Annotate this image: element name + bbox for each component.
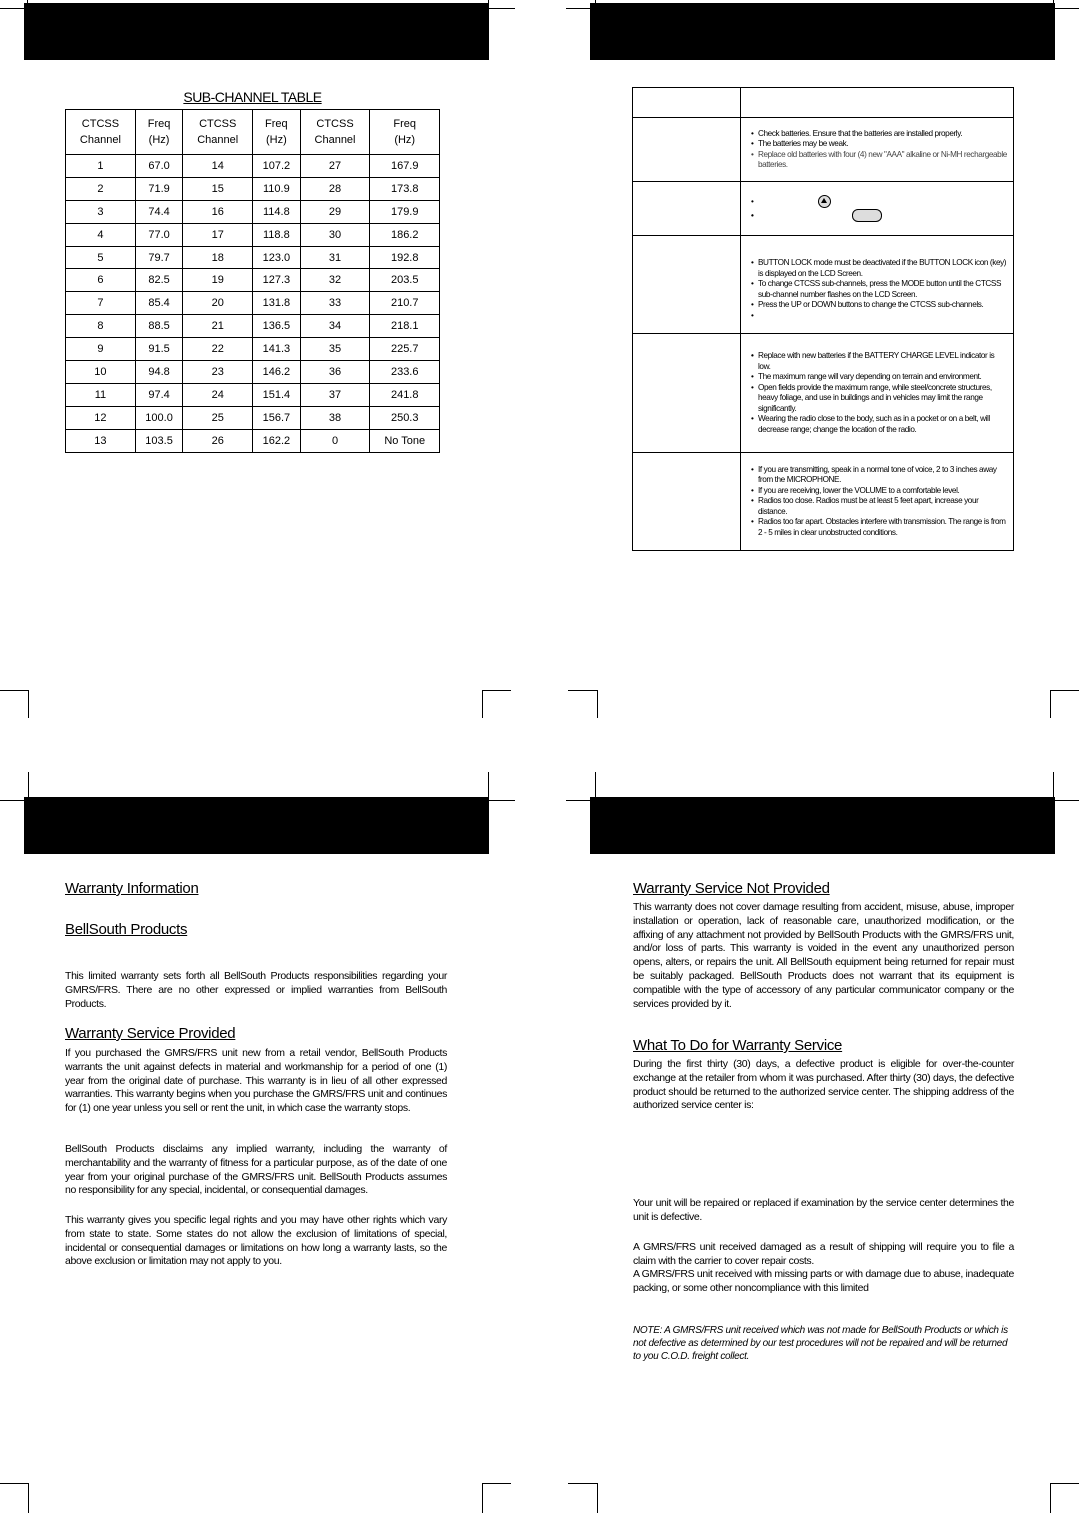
warranty-provided-paragraph-3: This warranty gives you specific legal rights and you may have other rights which vary from state to state. Some states do not allow the exclusion of limitations of special, incidental or consequential damages or limitations on how long a warranty lasts, so the above exclusion or limitation may not apply to you. [65,1214,447,1268]
ctcss-channel-cell: 34 [300,315,370,338]
frequency-cell: 107.2 [253,155,300,178]
ctcss-channel-cell: 4 [66,223,136,246]
frequency-cell: 156.7 [253,406,300,429]
troubleshooting-header-row [633,88,1014,118]
frequency-cell: 151.4 [253,383,300,406]
troubleshooting-bullet: • To change CTCSS sub-channels, press the MODE button until the CTCSS sub-channel number flashes on the LCD Screen. [751,279,1007,300]
ctcss-channel-cell: 24 [183,383,253,406]
table-row [66,155,440,178]
missing-parts-paragraph: A GMRS/FRS unit received with missing parts or with damage due to abuse, inadequate packing, or some other noncompliance with this limited [633,1268,1014,1294]
bellsouth-products-title: BellSouth Products [65,921,188,938]
frequency-cell: 114.8 [253,200,300,223]
ctcss-channel-cell: 1 [66,155,136,178]
table-row [66,406,440,429]
table-row [66,429,440,452]
pill-button-icon [852,209,882,222]
warranty-not-provided-paragraph: This warranty does not cover damage resulting from accident, misuse, abuse, improper installation or operation, lack of reasonable care, unauthorized modification, or the affixing of any attachment not provided by BellSouth Products with the GMRS/FRS unit, and/or loss of parts. This warranty is voided in the event any unauthorized person opens, alters, or repairs the unit. All BellSouth equipment being returned for repair must be suitably packaged. BellSouth Products does not warrant that its equipment is compatible with the type of accessory of any particular communicator company or the services provided by it. [633,901,1014,1010]
warranty-service-provided-title: Warranty Service Provided [65,1025,236,1042]
frequency-cell: 82.5 [135,269,182,292]
frequency-cell: 192.8 [370,246,440,269]
troubleshooting-bullet: • The maximum range will vary depending on terrain and environment. [751,372,1007,383]
troubleshooting-bullet: • If you are transmitting, speak in a normal tone of voice, 2 to 3 inches away from the MICROPHONE. [751,465,1007,486]
warranty-provided-paragraph-1: If you purchased the GMRS/FRS unit new from a retail vendor, BellSouth Products warrants the unit against defects in material and workmanship for a period of one (1) year from the original date of purchase. This warranty is in lieu of all other expressed warranties. This warranty begins when you purchase the GMRS/FRS unit and continues for (1) one year unless you sell or rent the unit, in which case the warranty stops. [65,1047,447,1115]
troubleshooting-bullet: • The batteries may be weak. [751,139,1007,150]
troubleshooting-bullet: • Replace with new batteries if the BATTERY CHARGE LEVEL indicator is low. [751,351,1007,372]
header-bar-bottom-left [24,797,489,854]
troubleshooting-bullet: • Press the UP or DOWN buttons to change the CTCSS sub-channels. [751,300,1007,311]
ctcss-channel-cell: 37 [300,383,370,406]
ctcss-channel-cell: 17 [183,223,253,246]
ctcss-channel-cell: 11 [66,383,136,406]
ctcss-channel-cell: 18 [183,246,253,269]
ctcss-channel-cell: 6 [66,269,136,292]
troubleshooting-bullet [751,209,1007,223]
sub-channel-header-cell: Freq (Hz) [253,110,300,155]
troubleshooting-row [633,118,1014,182]
table-row [66,200,440,223]
ctcss-channel-cell: 32 [300,269,370,292]
troubleshooting-header-solution [741,88,1014,118]
frequency-cell: 74.4 [135,200,182,223]
ctcss-channel-cell: 10 [66,361,136,384]
frequency-cell: 218.1 [370,315,440,338]
frequency-cell: 225.7 [370,338,440,361]
warranty-provided-paragraph-2: BellSouth Products disclaims any implied warranty, including the warranty of merchantability and the warranty of fitness for a particular purpose, as of the date of one year from your original purchase of the GMRS/FRS unit. BellSouth Products assumes no responsibility for any special, incidental, or consequential damages. [65,1143,447,1197]
ctcss-channel-cell: 19 [183,269,253,292]
frequency-cell: 210.7 [370,292,440,315]
ctcss-channel-cell: 9 [66,338,136,361]
frequency-cell: 100.0 [135,406,182,429]
table-row [66,246,440,269]
header-bar-top-left [24,3,489,60]
frequency-cell: 85.4 [135,292,182,315]
frequency-cell: 250.3 [370,406,440,429]
frequency-cell: 97.4 [135,383,182,406]
frequency-cell: 203.5 [370,269,440,292]
frequency-cell: 186.2 [370,223,440,246]
troubleshooting-bullet: • BUTTON LOCK mode must be deactivated if the BUTTON LOCK icon (key) is displayed on the LCD Screen. [751,258,1007,279]
ctcss-channel-cell: 16 [183,200,253,223]
frequency-cell: 103.5 [135,429,182,452]
table-row [66,315,440,338]
sub-channel-table [65,109,440,453]
ctcss-channel-cell: 30 [300,223,370,246]
ctcss-channel-cell: 31 [300,246,370,269]
frequency-cell: 67.0 [135,155,182,178]
frequency-cell: 146.2 [253,361,300,384]
troubleshooting-bullet: • Check batteries. Ensure that the batteries are installed properly. [751,129,1007,140]
shipping-damage-paragraph: A GMRS/FRS unit received damaged as a result of shipping will require you to file a claim with the carrier to cover repair costs. [633,1241,1014,1267]
frequency-cell: 241.8 [370,383,440,406]
troubleshooting-bullet: • Radios too far apart. Obstacles interfere with transmission. The range is from 2 - 5 miles in clear unobstructed conditions. [751,517,1007,538]
sub-channel-header-cell: CTCSS Channel [66,110,136,155]
frequency-cell: 71.9 [135,177,182,200]
what-to-do-title: What To Do for Warranty Service [633,1037,843,1054]
ctcss-channel-cell: 26 [183,429,253,452]
repair-paragraph: Your unit will be repaired or replaced if examination by the service center determines the unit is defective. [633,1197,1014,1223]
ctcss-channel-cell: 5 [66,246,136,269]
ctcss-channel-cell: 23 [183,361,253,384]
frequency-cell: 131.8 [253,292,300,315]
table-row [66,338,440,361]
sub-channel-header-cell: Freq (Hz) [370,110,440,155]
warranty-service-not-provided-title: Warranty Service Not Provided [633,880,830,897]
frequency-cell: 91.5 [135,338,182,361]
ctcss-channel-cell: 7 [66,292,136,315]
troubleshooting-header-problem [633,88,741,118]
table-row [66,269,440,292]
warranty-intro: This limited warranty sets forth all BellSouth Products responsibilities regarding your GMRS/FRS. There are no other expressed or implied warranties from BellSouth Products. [65,970,447,1010]
troubleshooting-bullet: • Wearing the radio close to the body, such as in a pocket or on a belt, will decrease range; change the location of the radio. [751,414,1007,435]
troubleshooting-row [633,236,1014,334]
warranty-information-title: Warranty Information [65,880,199,897]
frequency-cell: 94.8 [135,361,182,384]
ctcss-channel-cell: 13 [66,429,136,452]
troubleshooting-row [633,453,1014,551]
troubleshooting-bullet: • Open fields provide the maximum range, while steel/concrete structures, heavy foliage, and use in buildings and in vehicles may limit the range significantly. [751,383,1007,415]
frequency-cell: 167.9 [370,155,440,178]
ctcss-channel-cell: 28 [300,177,370,200]
troubleshooting-bullet: • Replace old batteries with four (4) new "AAA" alkaline or Ni-MH rechargeable batteries. [751,150,1007,171]
frequency-cell: 141.3 [253,338,300,361]
troubleshooting-row [633,334,1014,453]
ctcss-channel-cell: 3 [66,200,136,223]
sub-channel-header-cell: CTCSS Channel [183,110,253,155]
ctcss-channel-cell: 33 [300,292,370,315]
sub-channel-table-header [66,110,440,155]
ctcss-channel-cell: 27 [300,155,370,178]
troubleshooting-bullet [751,195,1007,209]
ctcss-channel-cell: 29 [300,200,370,223]
ctcss-channel-cell: 22 [183,338,253,361]
frequency-cell: 162.2 [253,429,300,452]
ctcss-channel-cell: 35 [300,338,370,361]
frequency-cell: 136.5 [253,315,300,338]
frequency-cell: 110.9 [253,177,300,200]
frequency-cell: 79.7 [135,246,182,269]
ctcss-channel-cell: 36 [300,361,370,384]
ctcss-channel-cell: 2 [66,177,136,200]
ctcss-channel-cell: 12 [66,406,136,429]
header-bar-bottom-right [590,797,1055,854]
frequency-cell: No Tone [370,429,440,452]
frequency-cell: 127.3 [253,269,300,292]
ctcss-channel-cell: 15 [183,177,253,200]
frequency-cell: 233.6 [370,361,440,384]
ctcss-channel-cell: 8 [66,315,136,338]
ctcss-channel-cell: 21 [183,315,253,338]
ctcss-channel-cell: 38 [300,406,370,429]
up-arrow-button-icon [818,195,831,208]
table-row [66,223,440,246]
troubleshooting-row [633,182,1014,236]
table-row [66,177,440,200]
frequency-cell: 173.8 [370,177,440,200]
ctcss-channel-cell: 25 [183,406,253,429]
ctcss-channel-cell: 0 [300,429,370,452]
sub-channel-table-title: SUB-CHANNEL TABLE [183,89,322,105]
ctcss-channel-cell: 20 [183,292,253,315]
sub-channel-header-cell: CTCSS Channel [300,110,370,155]
frequency-cell: 88.5 [135,315,182,338]
frequency-cell: 179.9 [370,200,440,223]
table-row [66,292,440,315]
header-bar-top-right [590,3,1055,60]
warranty-note: NOTE: A GMRS/FRS unit received which was not made for BellSouth Products or which is not defective as determined by our test procedures will not be repaired and will be returned to you C.O.D. freight collect. [633,1325,1008,1362]
troubleshooting-table [632,87,1014,551]
troubleshooting-bullet: • If you are receiving, lower the VOLUME to a comfortable level. [751,486,1007,497]
ctcss-channel-cell: 14 [183,155,253,178]
troubleshooting-bullet: • Radios too close. Radios must be at least 5 feet apart, increase your distance. [751,496,1007,517]
frequency-cell: 77.0 [135,223,182,246]
frequency-cell: 118.8 [253,223,300,246]
frequency-cell: 123.0 [253,246,300,269]
table-row [66,361,440,384]
what-to-do-paragraph: During the first thirty (30) days, a defective product is eligible for over-the-counter exchange at the retailer from whom it was purchased. After thirty (30) days, the defective product should be returned to the authorized service center. The shipping address of the authorized service center is: [633,1058,1014,1112]
sub-channel-header-cell: Freq (Hz) [135,110,182,155]
table-row [66,383,440,406]
